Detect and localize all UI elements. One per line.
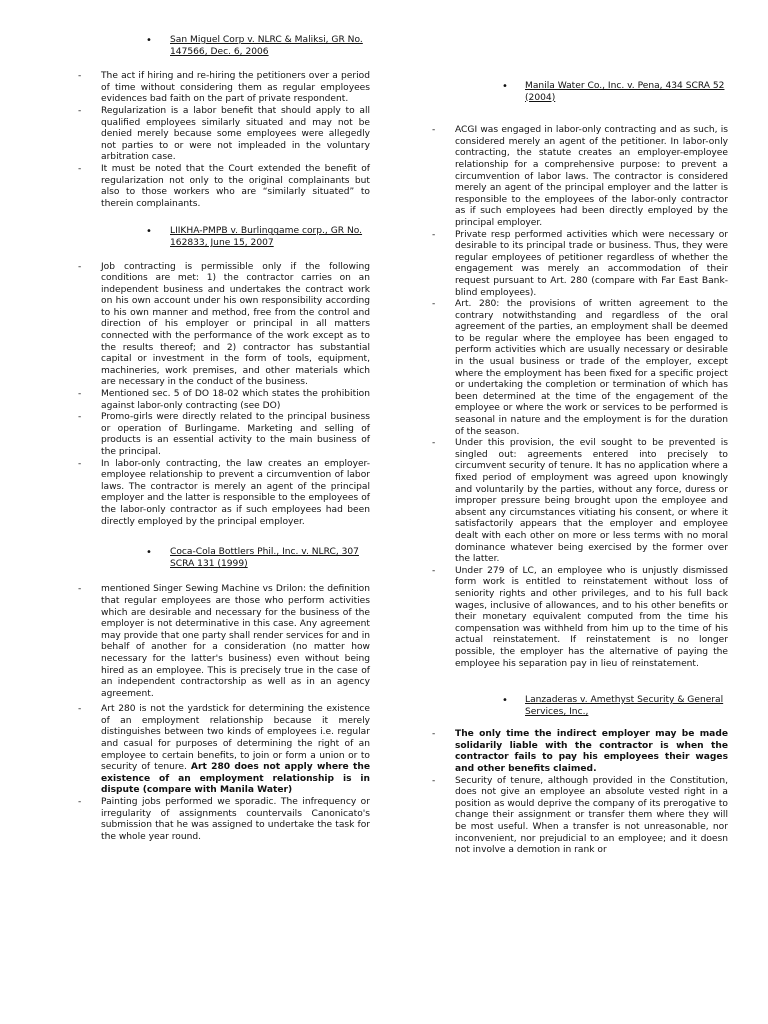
dash-icon: - — [432, 299, 436, 310]
note-text: Private resp performed activities which were necessary or desirable to its principal trade or business. Thus, they were regular employees of petitioner regardless of whether the engagement was merely an accommodation of their request pursuant to Art. 280 (compare with Far East Bank-blind employees). — [455, 229, 728, 298]
dash-icon: - — [78, 797, 82, 808]
right-column — [432, 0, 728, 857]
list-item — [78, 584, 370, 700]
list-item — [78, 71, 370, 106]
dash-icon: - — [432, 438, 436, 449]
dash-icon: - — [78, 584, 82, 595]
bullet-icon: • — [146, 547, 152, 559]
case-title: Lanzaderas v. Amethyst Security & General Services, Inc., — [525, 695, 724, 717]
dash-icon: - — [78, 458, 82, 469]
list-item — [432, 438, 728, 566]
list-item — [78, 106, 370, 164]
note-text: mentioned Singer Sewing Machine vs Drilon: the definition that regular employees are those who perform activities which are desirable and necessary for the business of the employer is not determinative in this case. Any agreement may provide that one party shall render services for and in behalf of another for a consideration (no matter how necessary for the latter's business) even without being hired as an employee. This is precisely true in the case of an independent contractorship as well as in an agency agreement. — [101, 584, 370, 699]
dash-icon: - — [78, 704, 82, 715]
note-text: In labor-only contracting, the law creates an employer-employee relationship to prevent a circumvention of labor laws. The contractor is merely an agent of the principal employer and the latter is responsible to the employees of the labor-only contractor as if such employees had been directly employed by the principal employer. — [101, 458, 370, 527]
note-text: Art. 280: the provisions of written agreement to the contrary notwithstanding and regardless of the oral agreement of the parties, an employment shall be deemed to be regular where the employee has been engaged to perform activities which are usually necessary or desirable in the usual business or trade of the employer, except where the employment has been fixed for a specific project or undertaking the completion or termination of which has been determined at the time of the engagement of the employee or where the work or services to be performed is seasonal in nature and the employment is for the duration of the season. — [455, 299, 728, 437]
case-title: LIIKHA-PMPB v. Burlinggame corp., GR No. 162833, June 15, 2007 — [170, 226, 363, 248]
list-item — [78, 389, 370, 412]
case-heading-coca-cola — [78, 547, 370, 570]
left-column — [78, 0, 370, 843]
note-bold-text: The only time the indirect employer may be made solidarily liable with the contractor is when the contractor fails to pay his employees their wages and other benefits claimed. — [455, 729, 728, 775]
note-text: Regularization is a labor benefit that should apply to all qualified employees similarly situated and may not be denied merely because some employees were allegedly not parties to or were not impleaded in the voluntary arbitration case. — [101, 105, 370, 163]
list-item — [78, 704, 370, 797]
dash-icon: - — [78, 163, 82, 174]
note-text: Under 279 of LC, an employee who is unjustly dismissed form work is entitled to reinstatement without loss of seniority rights and other privileges, and to his full back wages, inclusive of allowances, and to his other benefits or their monetary equivalent computed from the time his compensation was withheld from him up to the time of his actual reinstatement. If reinstatement is no longer possible, the employer has the alternative of paying the employee his separation pay in lieu of reinstatement. — [455, 565, 728, 669]
dash-icon: - — [432, 125, 436, 136]
case-heading-san-miguel — [78, 35, 370, 58]
dash-icon: - — [78, 412, 82, 423]
case-notes-list — [78, 262, 370, 529]
note-text: Painting jobs performed we sporadic. The infrequency or irregularity of assignments countervails Canonicato's submission that he was assigned to undertake the task for the whole year round. — [101, 797, 370, 842]
list-item — [78, 164, 370, 210]
list-item — [432, 729, 728, 775]
list-item — [432, 776, 728, 857]
dash-icon: - — [432, 775, 436, 786]
case-title: Coca-Cola Bottlers Phil., Inc. v. NLRC, 307 SCRA 131 (1999) — [170, 547, 359, 569]
list-item — [78, 262, 370, 390]
note-text: ACGI was engaged in labor-only contracting and as such, is considered merely an agent of the petitioner. In labor-only contracting, the statute creates an employer-employee relationship for a comprehensive purpose: to prevent a circumvention of labor laws. The contractor is considered merely an agent of the principal employer and the latter is responsible to the employees of the labor-only contractor as if such employees had been directly employed by the principal employer. — [455, 125, 728, 228]
list-item — [432, 299, 728, 438]
list-item — [432, 230, 728, 300]
list-item — [78, 797, 370, 843]
case-notes-list — [432, 729, 728, 857]
dash-icon: - — [432, 729, 436, 740]
list-item — [78, 459, 370, 529]
dash-icon: - — [78, 389, 82, 400]
case-notes-list — [78, 584, 370, 843]
note-text: Job contracting is permissible only if the following conditions are met: 1) the contractor carries on an independent business and undertakes the contract work on his own account under his own responsibility according to his own manner and method, free from the control and direction of his employer or principal in all matters connected with the performance of the work except as to the results thereof; and 2) contractor has substantial capital or investment in the form of tools, equipment, machineries, work premises, and other materials which are necessary in the conduct of the business. — [101, 261, 370, 388]
bullet-icon: • — [146, 35, 152, 46]
case-title: Manila Water Co., Inc. v. Pena, 434 SCRA 52 (2004) — [525, 81, 725, 103]
list-item — [78, 412, 370, 458]
note-text: The act if hiring and re-hiring the petitioners over a period of time without considering them as regular employees evidences bad faith on the part of private respondent. — [101, 71, 370, 105]
case-notes-list — [78, 71, 370, 210]
case-title: San Miguel Corp v. NLRC & Maliksi, GR No. 147566, Dec. 6, 2006 — [170, 35, 363, 57]
note-text: Promo-girls were directly related to the principal business or operation of Burlingame. Marketing and selling of products is an essential activity to the main business of the principal. — [101, 412, 370, 457]
bullet-icon: • — [502, 81, 508, 92]
note-text: Mentioned sec. 5 of DO 18-02 which states the prohibition against labor-only contracting (see DO) — [101, 389, 370, 411]
note-text: It must be noted that the Court extended the benefit of regularization not only to the original complainants but also to those workers who are “similarly situated” to therein complainants. — [101, 163, 370, 209]
case-heading-liikha — [78, 226, 370, 249]
note-bold-text: Art 280 does not apply where the existence of an employment relationship is in dispute (compare with Manila Water) — [101, 762, 370, 796]
case-heading-manila-water — [432, 81, 728, 104]
dash-icon: - — [78, 261, 82, 272]
case-heading-lanzaderas — [432, 695, 728, 718]
list-item — [432, 125, 728, 229]
case-notes-list — [432, 125, 728, 670]
dash-icon: - — [78, 105, 82, 116]
dash-icon: - — [78, 71, 82, 82]
note-text: Security of tenure, although provided in the Constitution, does not give an employee an absolute vested right in a position as would deprive the company of its prerogative to change their assignment or transfer them where they will be most useful. When a transfer is not unreasonable, nor inconvenient, nor prejudicial to an employee; and it doesn not involve a demotion in rank or — [455, 775, 728, 856]
dash-icon: - — [432, 565, 436, 576]
bullet-icon: • — [502, 695, 508, 707]
dash-icon: - — [432, 229, 436, 240]
note-text: Art 280 is not the yardstick for determining the existence of an employment relationship because it merely distinguishes between two kinds of employees i.e. regular and casual for purposes of determining the right of an employee to certain benefits, to join or form a union or to security of tenure. — [101, 704, 370, 773]
note-text: Under this provision, the evil sought to be prevented is singled out: agreements entered into precisely to circumvent security of tenure. It has no application where a fixed period of employment was agreed upon knowingly and voluntarily by the parties, without any force, duress or improper pressure being brought upon the employee and absent any circumstances vitiating his consent, or where it satisfactorily appears that the employer and employee dealt with each other on more or less terms with no moral dominance whatever being exercised by the former over the latter. — [455, 438, 728, 565]
bullet-icon: • — [146, 226, 152, 238]
list-item — [432, 566, 728, 670]
